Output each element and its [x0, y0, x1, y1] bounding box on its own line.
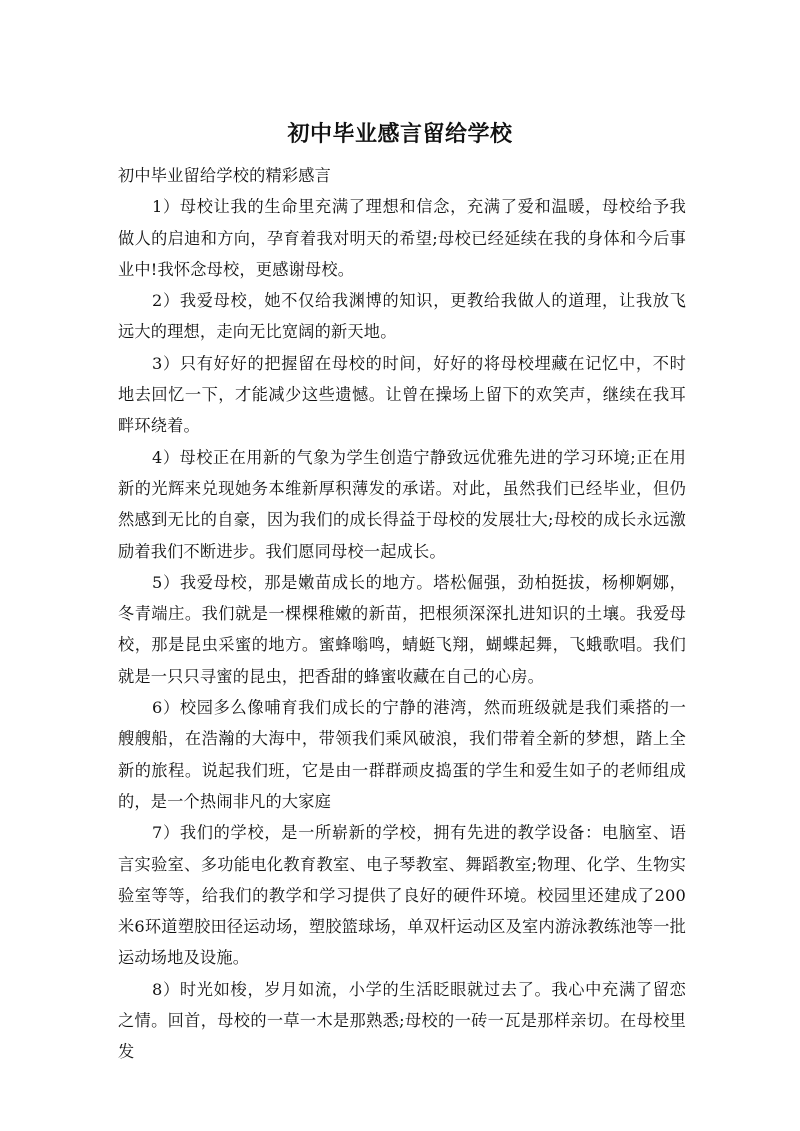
paragraph-2: 2）我爱母校，她不仅给我渊博的知识，更教给我做人的道理，让我放飞远大的理想，走向无比宽阔的新天地。	[118, 291, 686, 342]
paragraph-8: 8）时光如梭，岁月如流，小学的生活眨眼就过去了。我心中充满了留恋之情。回首，母校的一草一木是那熟悉;母校的一砖一瓦是那样亲切。在母校里发	[118, 979, 686, 1062]
paragraph-4: 4）母校正在用新的气象为学生创造宁静致远优雅先进的学习环境;正在用新的光辉来兑现她务本维新厚积薄发的承诺。对此，虽然我们已经毕业，但仍然感到无比的自豪，因为我们的成长得益于母校的发展壮大;母校的成长永远激励着我们不断进步。我们愿同母校一起成长。	[118, 447, 686, 561]
paragraph-1: 1）母校让我的生命里充满了理想和信念，充满了爱和温暖，母校给予我做人的启迪和方向，孕育着我对明天的希望;母校已经延续在我的身体和今后事业中!我怀念母校，更感谢母校。	[118, 197, 686, 279]
document-body	[118, 160, 686, 1068]
paragraph-7: 7）我们的学校，是一所崭新的学校，拥有先进的教学设备：电脑室、语言实验室、多功能电化教育教室、电子琴教室、舞蹈教室;物理、化学、生物实验室等等，给我们的教学和学习提供了良好的硬件环境。校园里还建成了200米6环道塑胶田径运动场，塑胶篮球场，单双杆运动区及室内游泳教练池等一批运动场地及设施。	[118, 823, 686, 968]
paragraph-3: 3）只有好好的把握留在母校的时间，好好的将母校埋藏在记忆中，不时地去回忆一下，才能减少这些遗憾。让曾在操场上留下的欢笑声，继续在我耳畔环绕着。	[118, 353, 686, 436]
paragraph-6: 6）校园多么像哺育我们成长的宁静的港湾，然而班级就是我们乘搭的一艘艘船，在浩瀚的大海中，带领我们乘风破浪，我们带着全新的梦想，踏上全新的旅程。说起我们班，它是由一群群顽皮捣蛋的学生和爱生如子的老师组成的，是一个热闹非凡的大家庭	[118, 698, 686, 811]
document-title: 初中毕业感言留给学校	[287, 122, 513, 147]
document-subtitle: 初中毕业留给学校的精彩感言	[118, 166, 332, 185]
paragraph-5: 5）我爱母校，那是嫩苗成长的地方。塔松倔强，劲柏挺拔，杨柳婀娜，冬青端庄。我们就是一棵棵稚嫩的新苗，把根须深深扎进知识的土壤。我爱母校，那是昆虫采蜜的地方。蜜蜂嗡鸣，蜻蜓飞翔，蝴蝶起舞，飞蛾歌唱。我们就是一只只寻蜜的昆虫，把香甜的蜂蜜收藏在自己的心房。	[118, 572, 686, 686]
